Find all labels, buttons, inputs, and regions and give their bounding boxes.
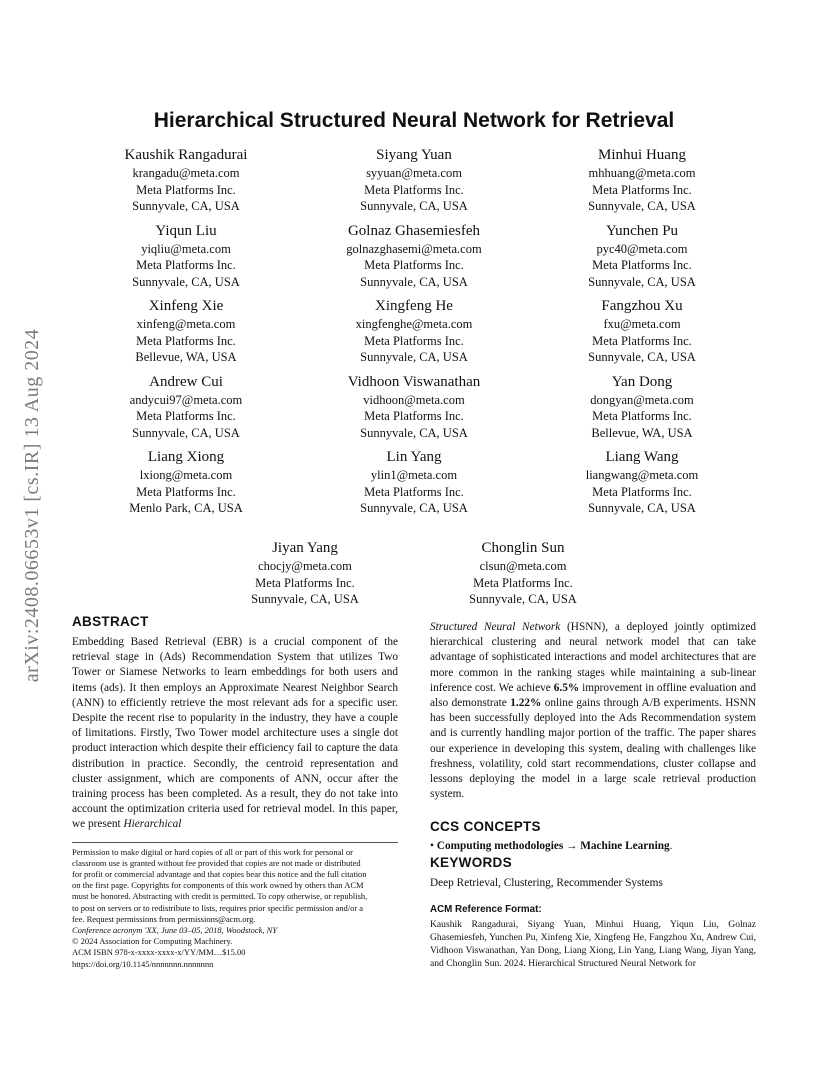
punctuation: . <box>669 840 673 853</box>
author-affiliation: Meta Platforms Inc. <box>136 333 236 348</box>
author-block <box>528 145 756 215</box>
author-affiliation: Meta Platforms Inc. <box>136 258 236 272</box>
author-name: Yan Dong <box>611 373 673 390</box>
author-email: yiqliu@meta.com <box>141 241 231 256</box>
isbn-line: ACM ISBN 978-x-xxxx-xxxx-x/YY/MM…$15.00 <box>72 947 246 958</box>
author-block <box>528 221 756 291</box>
author-name: Liang Xiong <box>147 449 225 465</box>
copyright-line: © 2024 Association for Computing Machinery. <box>72 936 233 947</box>
author-block <box>300 221 528 291</box>
acm-reference-text: Kaushik Rangadurai, Siyang Yuan, Minhui Huang, Yiqun Liu, Golnaz Ghasemiesfeh, Yunchen Pu, Xinfeng Xie, Xingfeng He, Fangzhou Xu, Andrew Cui, Vidhoon Viswanathan, Yan Dong, Liang Xiong, Lin Yang, Liang Wang, Jiyan Yang, and Chonglin Sun. 2024. Hierarchical Structured Neural Network for <box>430 918 756 970</box>
author-location: Sunnyvale, CA, USA <box>588 274 696 289</box>
author-email: dongyan@meta.com <box>590 392 694 407</box>
author-location: Sunnyvale, CA, USA <box>588 350 696 364</box>
footnote-line: classroom use is granted without fee provided that copies are not made or distributed <box>72 857 361 868</box>
author-block <box>72 221 300 291</box>
author-name: Xinfeng Xie <box>148 298 224 314</box>
footnote-line: on the first page. Copyrights for components of this work owned by others than ACM <box>72 880 364 891</box>
author-location: Sunnyvale, CA, USA <box>251 592 359 606</box>
author-affiliation: Meta Platforms Inc. <box>473 575 573 590</box>
author-email: mhhuang@meta.com <box>588 166 696 180</box>
author-location: Sunnyvale, CA, USA <box>360 350 468 364</box>
ccs-subcategory: Machine Learning <box>580 840 670 853</box>
author-block <box>300 372 528 442</box>
author-block <box>72 447 300 517</box>
author-email: xinfeng@meta.com <box>136 317 236 331</box>
keywords-heading: KEYWORDS <box>430 855 512 871</box>
author-location: Sunnyvale, CA, USA <box>132 199 240 213</box>
author-affiliation: Meta Platforms Inc. <box>255 575 355 590</box>
author-affiliation: Meta Platforms Inc. <box>364 258 464 272</box>
author-email: lxiong@meta.com <box>139 468 233 482</box>
author-email: golnazghasemi@meta.com <box>346 241 482 256</box>
author-name: Yunchen Pu <box>605 222 679 239</box>
right-column <box>430 620 756 980</box>
abstract-text-part: online gains through A/B experiments. HSNN has been successfully deployed into the Ads Recommendation system and is currently handling major portion of the traffic. The paper shares our experience in developing this system, dealing with challenges like freshness, volatility, cold start recommendations, cluster collapse and lessons deploying the model in a large scale retrieval production system. <box>430 697 756 801</box>
author-block <box>300 296 528 366</box>
abstract-text-part: improvement in offline evaluation and also demonstrate <box>430 681 756 710</box>
author-email: fxu@meta.com <box>603 317 681 331</box>
author-location: Sunnyvale, CA, USA <box>360 274 468 289</box>
author-name: Yiqun Liu <box>155 222 217 239</box>
author-affiliation: Meta Platforms Inc. <box>592 333 692 348</box>
ccs-concept <box>430 840 756 852</box>
author-affiliation: Meta Platforms Inc. <box>136 484 236 499</box>
author-grid <box>72 145 756 517</box>
author-block <box>528 296 756 366</box>
paper-title: Hierarchical Structured Neural Network for Retrieval <box>153 109 675 132</box>
author-name: Chonglin Sun <box>481 540 565 556</box>
abstract-heading: ABSTRACT <box>72 614 149 629</box>
author-location: Bellevue, WA, USA <box>135 350 237 364</box>
author-location: Sunnyvale, CA, USA <box>360 425 468 440</box>
author-block <box>528 372 756 442</box>
author-name: Fangzhou Xu <box>601 298 683 314</box>
author-location: Sunnyvale, CA, USA <box>132 425 240 440</box>
author-location: Sunnyvale, CA, USA <box>588 501 696 515</box>
abstract-text-part: (HSNN), a deployed jointly optimized hierarchical clustering and neural network model that can take advantage of sophisticated interactions and model architectures that are more common in the ranking stages while maintaining a sub-linear inference cost. We achieve <box>430 621 756 694</box>
offline-gain-value: 6.5% <box>553 681 580 694</box>
abstract-text <box>72 635 398 833</box>
author-name: Xingfeng He <box>375 298 453 314</box>
abstract-italic-term: Hierarchical <box>123 818 182 831</box>
author-email: vidhoon@meta.com <box>363 392 465 407</box>
copyright-footnote <box>72 847 398 970</box>
author-block <box>300 447 528 517</box>
author-name: Golnaz Ghasemiesfeh <box>347 222 481 239</box>
author-email: syyuan@meta.com <box>366 166 462 180</box>
online-gain-value: 1.22% <box>510 697 542 710</box>
author-email: andycui97@meta.com <box>129 392 243 407</box>
left-column <box>72 614 398 970</box>
arxiv-stamp <box>20 290 46 720</box>
author-email: ylin1@meta.com <box>370 468 458 482</box>
author-block <box>72 145 300 215</box>
author-block <box>414 538 632 608</box>
author-affiliation: Meta Platforms Inc. <box>136 182 236 197</box>
abstract-italic-term: Structured Neural Network <box>430 621 561 633</box>
author-block <box>72 296 300 366</box>
abstract-text-part: Embedding Based Retrieval (EBR) is a crucial component of the retrieval stage in (Ads) Recommendation System that utilizes Two Tower or Siamese Networks to learn embeddings for both users and items (ads). It then employs an Approximate Nearest Neighbor Search (ANN) to efficiently retrieve the most relevant ads for a specific user. Despite the recent rise to popularity in the industry, they have a couple of limitations. Firstly, Two Tower model architecture uses a single dot product interaction which despite their efficiency fail to capture the data distribution in practice. Secondly, the centroid representation and cluster assignment, which are components of ANN, occur after the training process has been completed. As a result, they do not take into account the optimization criteria used for retrieval model. In this paper, we present <box>72 636 399 831</box>
abstract-continuation <box>430 620 756 802</box>
author-block <box>196 538 414 608</box>
author-location: Sunnyvale, CA, USA <box>360 501 468 515</box>
author-location: Menlo Park, CA, USA <box>129 501 243 515</box>
ccs-heading: CCS CONCEPTS <box>430 819 541 835</box>
author-email: chocjy@meta.com <box>258 559 352 573</box>
author-email: liangwang@meta.com <box>585 468 699 482</box>
author-affiliation: Meta Platforms Inc. <box>592 182 692 197</box>
author-name: Vidhoon Viswanathan <box>347 373 481 390</box>
author-affiliation: Meta Platforms Inc. <box>592 409 692 423</box>
author-block <box>528 447 756 517</box>
author-affiliation: Meta Platforms Inc. <box>136 409 236 423</box>
author-location: Sunnyvale, CA, USA <box>588 199 696 213</box>
author-affiliation: Meta Platforms Inc. <box>364 484 464 499</box>
doi-line: https://doi.org/10.1145/nnnnnnn.nnnnnnn <box>72 958 214 969</box>
author-name: Minhui Huang <box>598 147 686 163</box>
author-location: Bellevue, WA, USA <box>591 425 693 440</box>
footnote-line: must be honored. Abstracting with credit is permitted. To copy otherwise, or republish, <box>72 891 368 902</box>
author-affiliation: Meta Platforms Inc. <box>364 333 464 348</box>
author-email: pyc40@meta.com <box>596 241 688 256</box>
footnote-line: to post on servers or to redistribute to lists, requires prior specific permission and/or a <box>72 902 364 913</box>
author-name: Jiyan Yang <box>272 540 338 556</box>
author-affiliation: Meta Platforms Inc. <box>592 484 692 499</box>
author-name: Liang Wang <box>605 449 679 465</box>
conference-info: Conference acronym 'XX, June 03–05, 2018, Woodstock, NY <box>72 925 278 936</box>
author-email: krangadu@meta.com <box>132 166 240 180</box>
arxiv-identifier: arXiv:2408.06653v1 [cs.IR] 13 Aug 2024 <box>21 328 44 682</box>
footnote-line: for profit or commercial advantage and that copies bear this notice and the full citation <box>72 869 367 880</box>
arrow-icon: → <box>563 840 581 853</box>
author-block <box>300 145 528 215</box>
footnote-line: Permission to make digital or hard copies of all or part of this work for personal or <box>72 846 353 857</box>
author-grid-last-row <box>196 538 632 608</box>
author-name: Siyang Yuan <box>376 147 452 163</box>
author-location: Sunnyvale, CA, USA <box>469 592 577 606</box>
keywords-text: Deep Retrieval, Clustering, Recommender Systems <box>430 877 663 890</box>
author-location: Sunnyvale, CA, USA <box>360 199 468 213</box>
author-location: Sunnyvale, CA, USA <box>132 274 240 289</box>
author-affiliation: Meta Platforms Inc. <box>592 258 692 272</box>
bullet: • <box>430 840 437 853</box>
author-email: xingfenghe@meta.com <box>355 317 473 331</box>
ccs-category: Computing methodologies <box>436 840 564 853</box>
author-email: clsun@meta.com <box>479 559 567 573</box>
author-block <box>72 372 300 442</box>
author-affiliation: Meta Platforms Inc. <box>364 409 464 423</box>
author-name: Lin Yang <box>386 449 442 465</box>
footnote-line: fee. Request permissions from permissions@acm.org. <box>72 913 256 924</box>
acm-reference-heading: ACM Reference Format: <box>430 903 542 915</box>
author-name: Andrew Cui <box>149 373 223 390</box>
author-affiliation: Meta Platforms Inc. <box>364 182 464 197</box>
author-name: Kaushik Rangadurai <box>124 147 248 163</box>
footnote-divider <box>72 842 398 843</box>
